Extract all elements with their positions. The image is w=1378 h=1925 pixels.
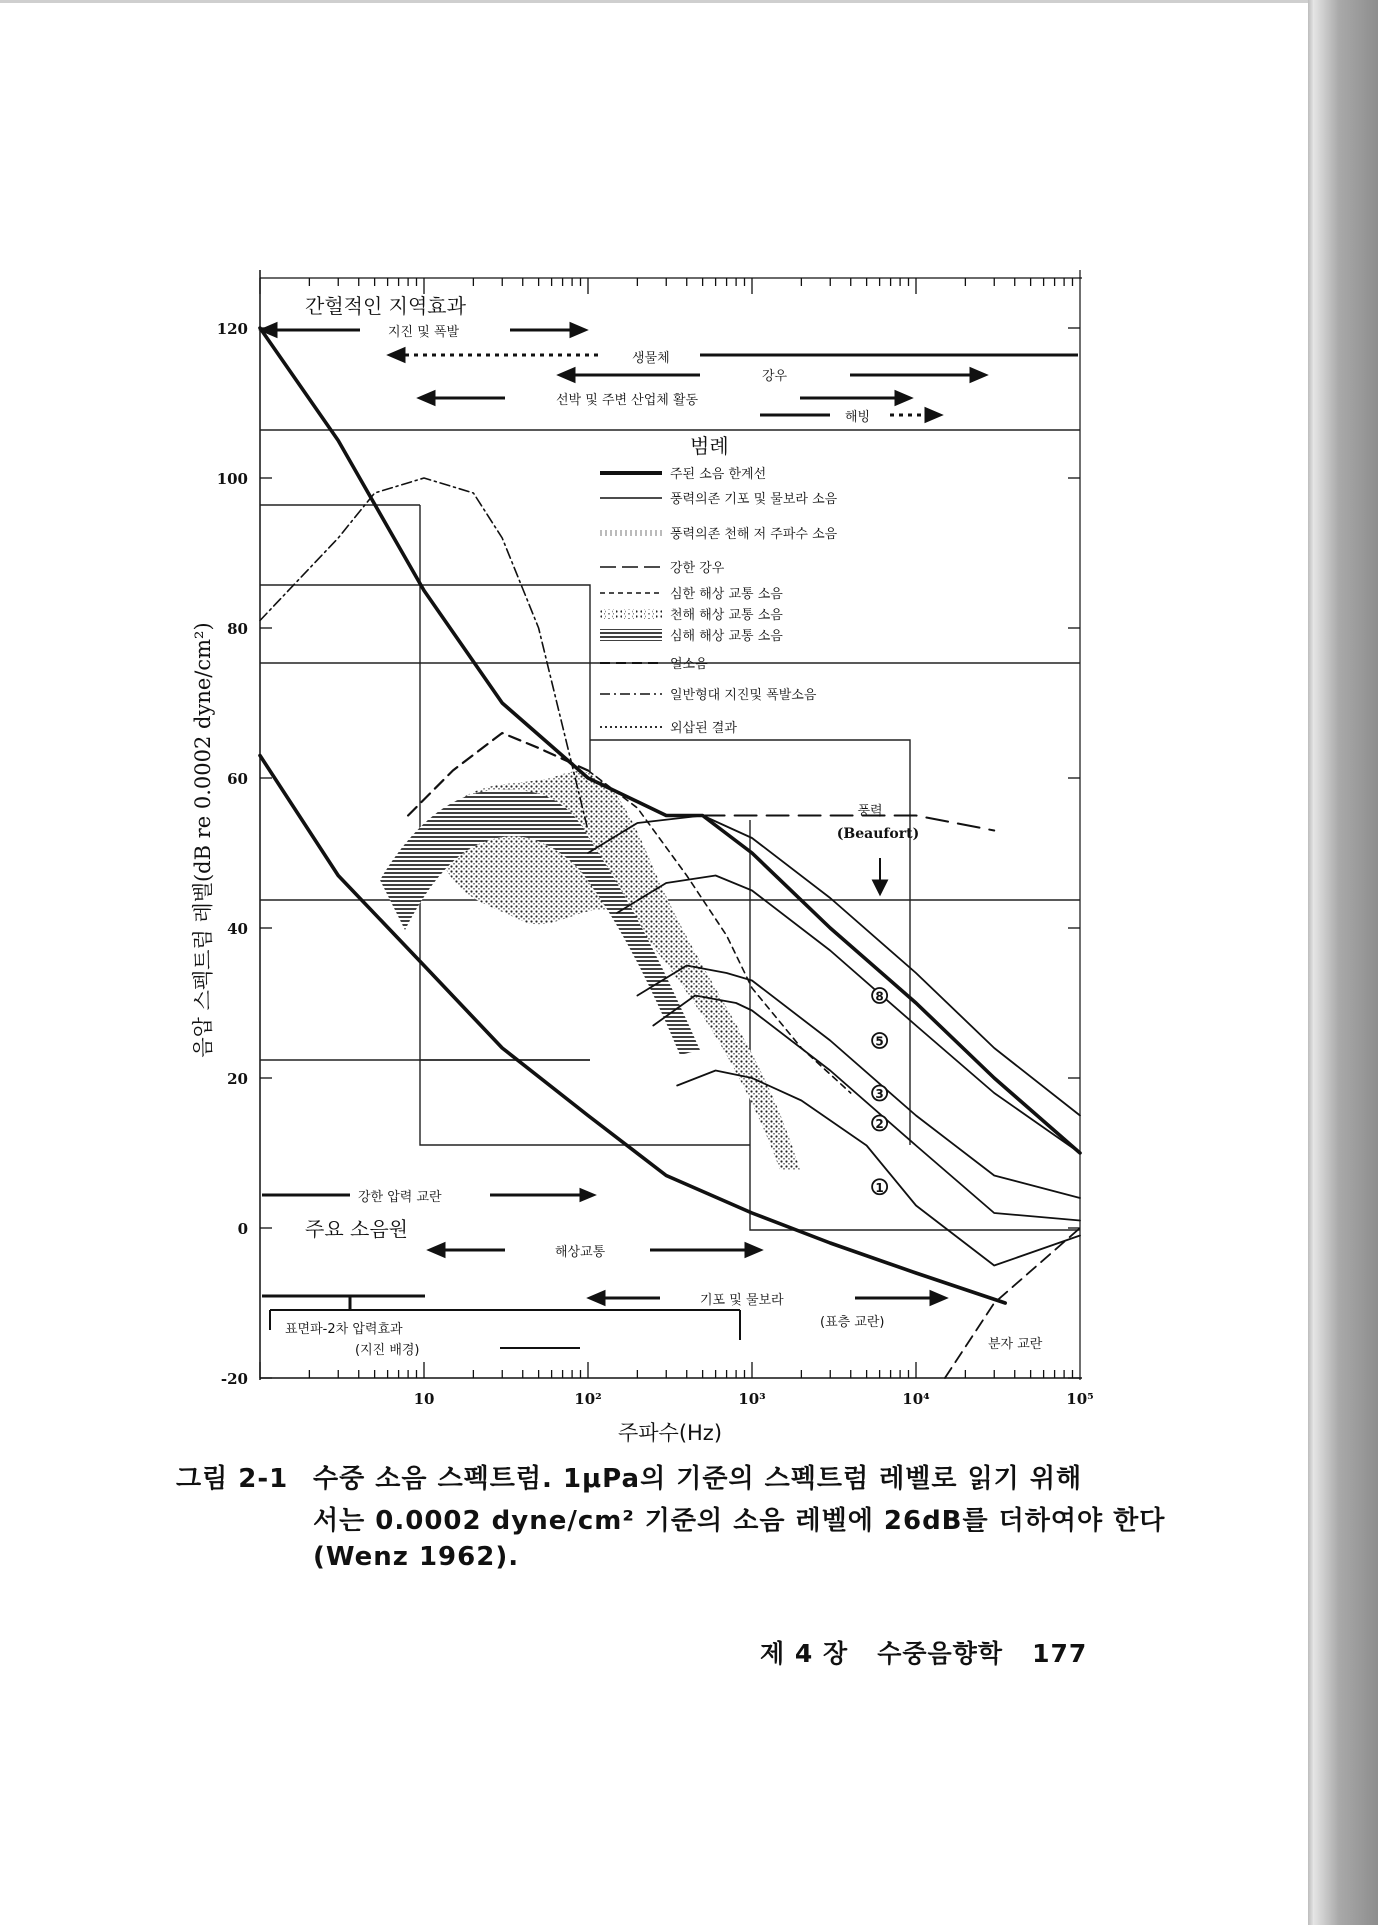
- y-tick-label: 100: [216, 470, 248, 488]
- range-label-biologics: 생물체: [632, 351, 670, 366]
- footer-page-number: 177: [1032, 1639, 1088, 1668]
- legend: [600, 466, 838, 736]
- x-tick-label: 10³: [738, 1390, 766, 1408]
- series-line-7: [617, 876, 1080, 1154]
- y-tick-label: 20: [227, 1070, 248, 1088]
- x-tick-label: 10²: [574, 1390, 602, 1408]
- legend-label: 얼소음: [670, 657, 708, 672]
- intermittent-effects-header: 간헐적인 지역효과: [305, 294, 466, 318]
- legend-label: 외삽된 결과: [670, 721, 737, 736]
- legend-label: 천해 해상 교통 소음: [670, 608, 783, 623]
- wind-force-label-en: (Beaufort): [836, 826, 920, 842]
- caption-label: 그림 2-1: [176, 1464, 289, 1494]
- legend-label: 심한 해상 교통 소음: [670, 587, 783, 602]
- range-label-seismic: (지진 배경): [355, 1343, 420, 1358]
- series-line-11: [945, 1228, 1080, 1378]
- y-tick-label: 80: [227, 620, 248, 638]
- y-tick-label: 40: [227, 920, 248, 938]
- prevailing-sources-header: 주요 소음원: [305, 1217, 408, 1241]
- x-tick-label: 10: [413, 1390, 435, 1408]
- caption-line-2: 서는 0.0002 dyne/cm² 기준의 소음 레벨에 26dB를 더하여야 한다: [313, 1506, 1166, 1536]
- series-line-2: [260, 478, 588, 831]
- wind-force-label: 풍력: [857, 804, 883, 819]
- range-label-ice: 해빙: [845, 410, 871, 425]
- page-footer: [760, 1634, 1087, 1670]
- legend-label: 주된 소음 한계선: [670, 467, 767, 482]
- y-tick-label: -20: [220, 1370, 248, 1388]
- legend-title: 범례: [690, 434, 729, 458]
- y-tick-label: 120: [216, 320, 248, 338]
- legend-label: 일반형대 지진및 폭발소음: [670, 688, 817, 703]
- beaufort-marker-label: 8: [875, 989, 884, 1004]
- y-axis-label: 음압 스펙트럼 레벨(dB re 0.0002 dyne/cm²): [191, 622, 215, 1058]
- beaufort-marker-label: 5: [875, 1034, 884, 1049]
- caption-line-3: (Wenz 1962).: [313, 1542, 520, 1572]
- x-tick-labels: [414, 1390, 1094, 1408]
- legend-label: 풍력의존 천해 저 주파수 소음: [670, 527, 838, 542]
- beaufort-marker-label: 2: [875, 1117, 884, 1131]
- x-tick-label: 10⁵: [1066, 1390, 1094, 1408]
- x-tick-label: 10⁴: [902, 1390, 930, 1408]
- range-label-thermal: 분자 교란: [988, 1337, 1043, 1352]
- series-line-6: [588, 816, 1080, 1116]
- legend-label: 풍력의존 기포 및 물보라 소음: [670, 492, 838, 507]
- footer-chapter: 제 4 장: [760, 1639, 849, 1668]
- caption-line-1: 수중 소음 스펙트럼. 1μPa의 기준의 스펙트럼 레벨로 읽기 위해: [313, 1464, 1083, 1494]
- range-label-earthquake: 지진 및 폭발: [388, 325, 460, 340]
- x-axis-label: 주파수(Hz): [617, 1421, 723, 1445]
- grid-boxes: [260, 430, 1080, 1230]
- footer-chapter-title: 수중음향학: [877, 1639, 1003, 1668]
- legend-label: 강한 강우: [670, 561, 725, 576]
- axis-ticks: [260, 278, 1080, 1378]
- range-label-surface-waves: 표면파-2차 압력효과: [285, 1322, 403, 1337]
- range-label-bubbles: 기포 및 물보라: [700, 1293, 784, 1308]
- range-label-turbulent: 강한 압력 교란: [358, 1190, 442, 1205]
- beaufort-marker-label: 3: [875, 1087, 884, 1101]
- range-label-traffic: 해상교통: [555, 1245, 606, 1260]
- legend-label: 심해 해상 교통 소음: [670, 629, 783, 644]
- range-label-surface-agitation: (표층 교란): [820, 1315, 885, 1330]
- beaufort-markers: [872, 988, 887, 1195]
- beaufort-marker-label: 1: [875, 1180, 884, 1195]
- y-tick-labels: [217, 320, 248, 1388]
- y-tick-label: 0: [237, 1220, 248, 1238]
- range-label-ships: 선박 및 주변 산업체 활동: [556, 393, 699, 408]
- range-label-rain: 강우: [762, 369, 788, 384]
- y-tick-label: 60: [227, 770, 248, 788]
